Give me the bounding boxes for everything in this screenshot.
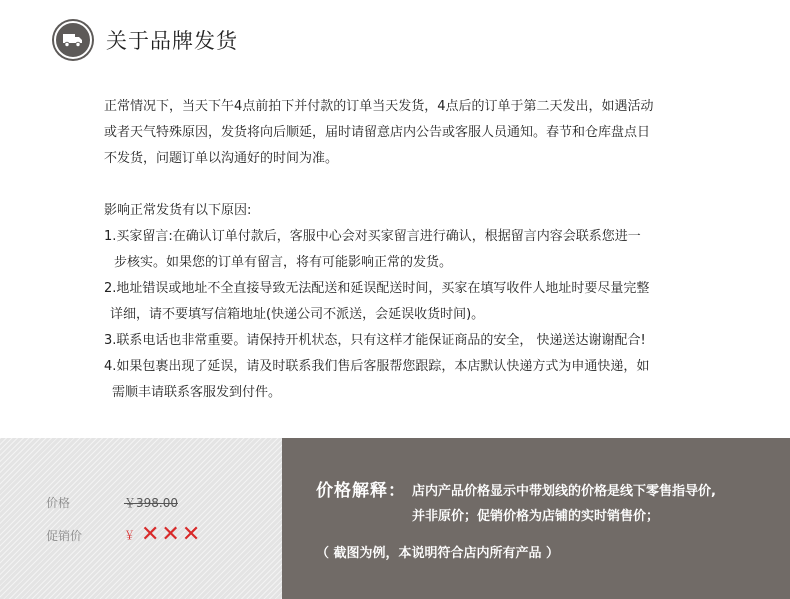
promo-price-value: ✕✕✕: [141, 522, 203, 547]
reason-item-continued: 详细，请不要填写信箱地址(快递公司不派送，会延误收货时间)。: [110, 307, 485, 322]
policy-intro-line: 正常情况下，当天下午4点前拍下并付款的订单当天发货，4点后的订单于第二天发出，如遇活动: [104, 99, 654, 114]
section-header: [52, 22, 238, 58]
truck-icon-graphic: [62, 32, 84, 48]
policy-intro-line: 或者天气特殊原因，发货将向后顺延，届时请留意店内公告或客服人员通知。春节和仓库盘点日: [104, 125, 651, 140]
explain-line: 店内产品价格显示中带划线的价格是线下零售指导价,: [412, 484, 716, 499]
price-sample-panel: [0, 438, 282, 599]
price-explanation-panel: [282, 438, 790, 599]
truck-icon: [54, 21, 92, 59]
policy-intro-line: 不发货，问题订单以沟通好的时间为准。: [104, 151, 339, 166]
reason-item: 2.地址错误或地址不全直接导致无法配送和延误配送时间，买家在填写收件人地址时要尽量完整: [104, 281, 650, 296]
reason-item: 4.如果包裹出现了延误，请及时联系我们售后客服帮您跟踪，本店默认快递方式为申通快递，如: [104, 359, 650, 374]
explain-note: （ 截图为例，本说明符合店内所有产品 ）: [316, 546, 560, 561]
list-price-value: ￥398.00: [124, 496, 178, 510]
promo-price-row: [46, 524, 202, 546]
reason-item: 3.联系电话也非常重要。请保持开机状态，只有这样才能保证商品的安全， 快递送达谢谢配合!: [104, 333, 646, 348]
list-price-label: 价格: [46, 496, 71, 510]
reason-item-continued: 需顺丰请联系客服发到付件。: [112, 385, 282, 400]
promo-price-label: 促销价: [46, 528, 83, 543]
section-title: 关于品牌发货: [106, 29, 238, 53]
promo-currency: ￥: [124, 529, 135, 542]
reasons-heading: 影响正常发货有以下原因:: [104, 203, 252, 218]
list-price-row: [46, 494, 178, 511]
explain-title: 价格解释：: [316, 481, 406, 501]
reason-item: 1.买家留言:在确认订单付款后，客服中心会对买家留言进行确认，根据留言内容会联系您进一: [104, 229, 641, 244]
explain-line: 并非原价；促销价格为店铺的实时销售价；: [412, 509, 660, 524]
shipping-policy: [104, 94, 744, 406]
reason-item-continued: 步核实。如果您的订单有留言，将有可能影响正常的发货。: [114, 255, 453, 270]
